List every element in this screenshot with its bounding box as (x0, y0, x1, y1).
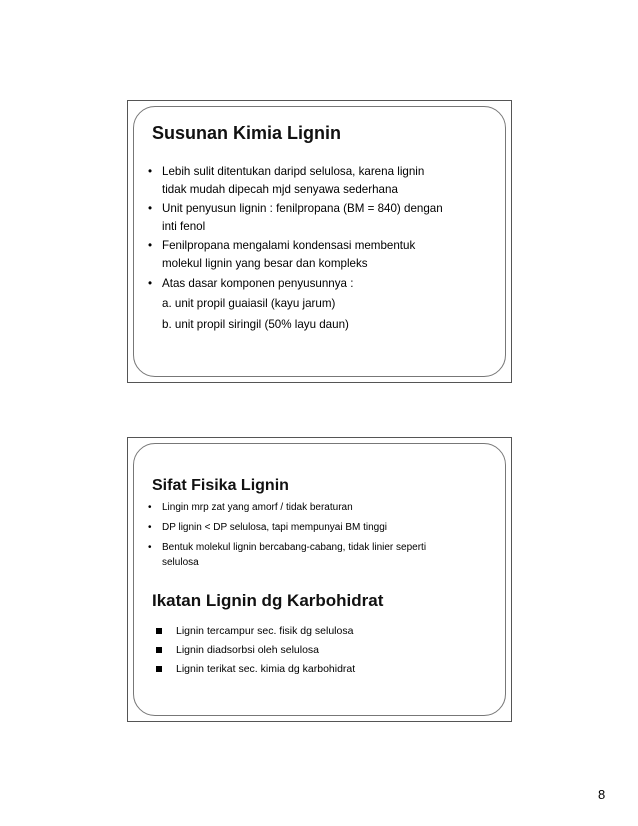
bullet-dot: • (148, 542, 152, 553)
square-bullet-icon (156, 666, 162, 672)
slide-1 (127, 100, 512, 383)
bullet-text-cont: inti fenol (162, 219, 206, 233)
list-item (148, 275, 493, 334)
bullet-text: Bentuk molekul lignin bercabang-cabang, tidak linier seperti (162, 542, 427, 553)
bullet-text: DP lignin < DP selulosa, tapi mempunyai BM tinggi (162, 522, 388, 533)
bullet-text-cont: molekul lignin yang besar dan kompleks (162, 256, 368, 270)
slide-2-title-physical: Sifat Fisika Lignin (152, 477, 289, 494)
slide-1-bullet-list (148, 163, 493, 335)
bullet-dot: • (148, 239, 153, 253)
bullet-text: Fenilpropana mengalami kondensasi membentuk (162, 239, 416, 253)
list-item (148, 237, 493, 272)
bullet-text-cont: selulosa (162, 557, 199, 568)
bullet-text: Atas dasar komponen penyusunnya : (162, 276, 354, 290)
slide-2-bullet-list-physical (148, 500, 493, 575)
slide-2-bullet-list-bonding (152, 624, 482, 681)
square-bullet-icon (156, 628, 162, 634)
list-item (148, 200, 493, 235)
list-item (148, 520, 493, 535)
list-item (152, 662, 482, 677)
list-item (148, 540, 493, 570)
bullet-text: Lebih sulit ditentukan daripd selulosa, karena lignin (162, 165, 425, 178)
bullet-text: Lingin mrp zat yang amorf / tidak beraturan (162, 502, 353, 513)
bullet-dot: • (148, 522, 152, 533)
list-item (152, 643, 482, 658)
list-item (148, 163, 493, 198)
slide-2-title-bonding: Ikatan Lignin dg Karbohidrat (152, 591, 384, 610)
bullet-dot: • (148, 165, 153, 178)
list-item (148, 500, 493, 515)
bullet-dot: • (148, 276, 153, 290)
bullet-text: Unit penyusun lignin : fenilpropana (BM = 840) dengan (162, 202, 443, 216)
bullet-text: Lignin tercampur sec. fisik dg selulosa (176, 625, 354, 637)
sub-item-b: b. unit propil siringil (50% layu daun) (162, 317, 349, 331)
bullet-text: Lignin terikat sec. kimia dg karbohidrat (176, 663, 356, 675)
square-bullet-icon (156, 647, 162, 653)
bullet-dot: • (148, 202, 153, 216)
slide-1-title: Susunan Kimia Lignin (152, 123, 342, 143)
sub-item-a: a. unit propil guaiasil (kayu jarum) (162, 297, 336, 311)
list-item (152, 624, 482, 639)
bullet-dot: • (148, 502, 152, 513)
bullet-text-cont: tidak mudah dipecah mjd senyawa sederhana (162, 182, 398, 196)
bullet-text: Lignin diadsorbsi oleh selulosa (176, 644, 320, 656)
page-number: 8 (598, 787, 606, 802)
slide-2 (127, 437, 512, 722)
